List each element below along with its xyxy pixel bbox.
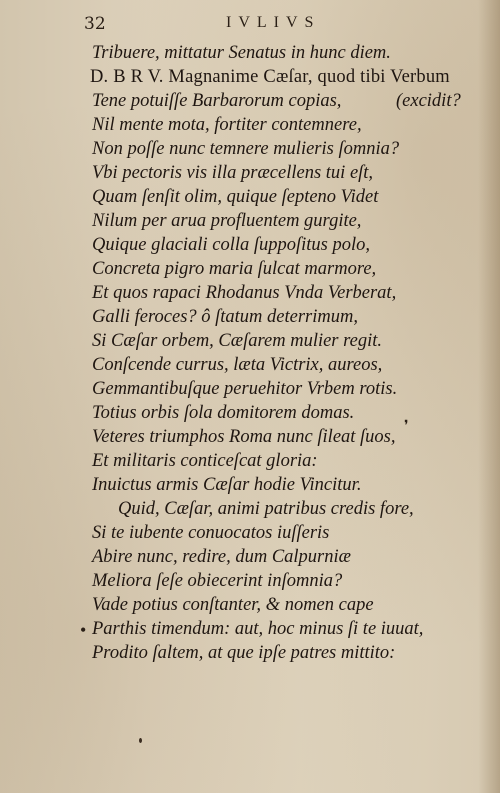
verse-line: Nilum per arua profluentem gurgite, <box>92 211 362 231</box>
verse-line: Et quos rapaci Rhodanus Vnda Verberat, <box>92 283 397 303</box>
verse-line: Prodito ſaltem, at que ipſe patres mittito: <box>92 643 396 663</box>
running-title: IVLIVS <box>226 14 321 31</box>
verse-line: Non poſſe nunc temnere mulieris ſomnia? <box>92 139 400 159</box>
verse-line: Tribuere, mittatur Senatus in hunc diem. <box>92 43 391 63</box>
verse-line: Veteres triumphos Roma nunc ſileat ſuos, <box>92 427 396 447</box>
page-number: 32 <box>84 14 106 34</box>
verse-line: Parthis timendum: aut, hoc minus ſi te iuuat, <box>92 619 424 639</box>
page-header <box>84 14 444 38</box>
verse-line-continuation: (excidit? <box>396 91 461 111</box>
verse-line: Si Cæſar orbem, Cæſarem mulier regit. <box>92 331 383 351</box>
verse-line: Totius orbis ſola domitorem domas. <box>92 403 355 423</box>
verse-line: Et militaris conticeſcat gloria: <box>92 451 318 471</box>
verse-line: Si te iubente conuocatos iuſſeris <box>92 523 330 543</box>
verse-line: Inuictus armis Cæſar hodie Vincitur. <box>92 475 362 495</box>
verse-line: Quique glaciali colla ſuppoſitus polo, <box>92 235 370 255</box>
page-fold-shadow <box>478 0 500 793</box>
verse-line: Quid, Cæſar, animi patribus credis fore, <box>118 499 414 519</box>
verse-line: Vbi pectoris vis illa præcellens tui eſt, <box>92 163 374 183</box>
verse-line: Concreta pigro maria ſulcat marmore, <box>92 259 377 279</box>
verse-line: Nil mente mota, fortiter contemnere, <box>92 115 362 135</box>
verse-line: Meliora ſeſe obiecerint inſomnia? <box>92 571 343 591</box>
ink-speck <box>139 738 142 743</box>
verse-line: Quam ſenſit olim, quique ſepteno Videt <box>92 187 379 207</box>
verse-line: D. B R V. Magnanime Cæſar, quod tibi Verbum <box>90 67 450 87</box>
verse-line: Conſcende currus, læta Victrix, aureos, <box>92 355 383 375</box>
margin-mark: ❜ <box>404 419 409 434</box>
margin-bullet: • <box>80 620 87 640</box>
verse-line: Galli feroces? ô ſtatum deterrimum, <box>92 307 358 327</box>
verse-line: Abire nunc, redire, dum Calpurniæ <box>92 547 351 567</box>
verse-line: Tene potuiſſe Barbarorum copias, <box>92 91 342 111</box>
verse-line: Vade potius conſtanter, & nomen cape <box>92 595 374 615</box>
verse-line: Gemmantibuſque peruehitor Vrbem rotis. <box>92 379 398 399</box>
